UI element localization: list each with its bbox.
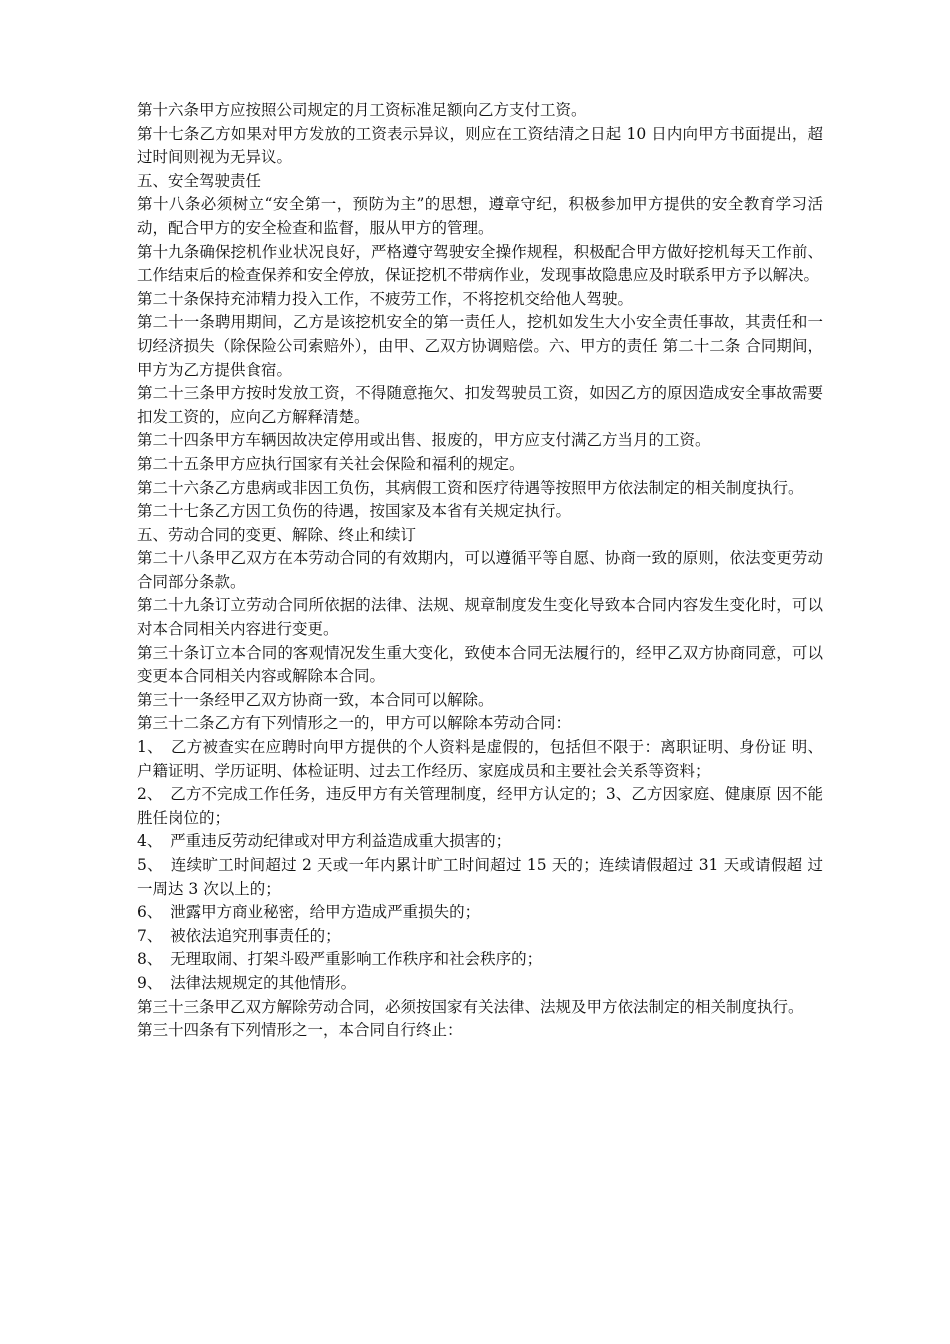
clause-27: 第二十七条乙方因工负伤的待遇，按国家及本省有关规定执行。: [137, 502, 572, 521]
clause-19: 第十九条确保挖机作业状况良好，严格遵守驾驶安全操作规程，积极配合甲方做好挖机每天工作前、工作结束后的检查保养和安全停放，保证挖机不带病作业，发现事故隐患应及时联系甲方予以解决。: [137, 242, 823, 285]
clause-30: 第三十条订立本合同的客观情况发生重大变化，致使本合同无法履行的，经甲乙双方协商同意，可以变更本合同相关内容或解除本合同。: [137, 643, 823, 686]
list-item-9: 9、 法律法规规定的其他情形。: [137, 973, 357, 992]
clause-29: 第二十九条订立劳动合同所依据的法律、法规、规章制度发生变化导致本合同内容发生变化时，可以对本合同相关内容进行变更。: [137, 596, 823, 639]
list-item-1: 1、 乙方被查实在应聘时向甲方提供的个人资料是虚假的，包括但不限于：离职证明、身份证 明、户籍证明、学历证明、体检证明、过去工作经历、家庭成员和主要社会关系等资料；: [137, 738, 823, 780]
clause-21-22: 第二十一条聘用期间，乙方是该挖机安全的第一责任人，挖机如发生大小安全责任事故，其责任和一切经济损失（除保险公司索赔外），由甲、乙双方协调赔偿。六、甲方的责任 第二十二条 合同期间，甲方为乙方提供食宿。: [137, 313, 823, 379]
section-heading-contract-changes: 五、劳动合同的变更、解除、终止和续订: [137, 525, 417, 544]
clause-25: 第二十五条甲方应执行国家有关社会保险和福利的规定。: [137, 454, 525, 473]
list-item-6: 6、 泄露甲方商业秘密，给甲方造成严重损失的；: [137, 903, 481, 922]
document-body: [137, 99, 823, 1043]
section-heading-safe-driving: 五、安全驾驶责任: [137, 171, 262, 190]
list-item-4: 4、 严重违反劳动纪律或对甲方利益造成重大损害的；: [137, 832, 512, 851]
clause-33: 第三十三条甲乙双方解除劳动合同，必须按国家有关法律、法规及甲方依法制定的相关制度执行。: [137, 997, 804, 1016]
clause-34: 第三十四条有下列情形之一，本合同自行终止：: [137, 1021, 463, 1040]
clause-26: 第二十六条乙方患病或非因工负伤，其病假工资和医疗待遇等按照甲方依法制定的相关制度执行。: [137, 478, 804, 497]
clause-31: 第三十一条经甲乙双方协商一致，本合同可以解除。: [137, 690, 494, 709]
clause-17: 第十七条乙方如果对甲方发放的工资表示异议，则应在工资结清之日起 10 日内向甲方书面提出，超过时间则视为无异议。: [137, 124, 823, 167]
clause-23: 第二十三条甲方按时发放工资，不得随意拖欠、扣发驾驶员工资，如因乙方的原因造成安全事故需要扣发工资的，应向乙方解释清楚。: [137, 384, 823, 426]
list-item-8: 8、 无理取闹、打架斗殴严重影响工作秩序和社会秩序的；: [137, 950, 543, 969]
list-item-2-3: 2、 乙方不完成工作任务，违反甲方有关管理制度，经甲方认定的；3、乙方因家庭、健康原 因不能胜任岗位的；: [137, 785, 823, 827]
clause-28: 第二十八条甲乙双方在本劳动合同的有效期内，可以遵循平等自愿、协商一致的原则，依法变更劳动合同部分条款。: [137, 549, 823, 591]
list-item-7: 7、 被依法追究刑事责任的；: [137, 926, 341, 945]
clause-18: 第十八条必须树立“安全第一，预防为主”的思想，遵章守纪，积极参加甲方提供的安全教育学习活动，配合甲方的安全检查和监督，服从甲方的管理。: [137, 195, 823, 237]
clause-20: 第二十条保持充沛精力投入工作，不疲劳工作，不将挖机交给他人驾驶。: [137, 289, 634, 308]
clause-16: 第十六条甲方应按照公司规定的月工资标准足额向乙方支付工资。: [137, 101, 587, 119]
clause-32: 第三十二条乙方有下列情形之一的，甲方可以解除本劳动合同：: [137, 714, 572, 733]
list-item-5: 5、 连续旷工时间超过 2 天或一年内累计旷工时间超过 15 天的；连续请假超过 31 天或请假超 过一周达 3 次以上的；: [137, 856, 823, 898]
clause-24: 第二十四条甲方车辆因故决定停用或出售、报废的，甲方应支付满乙方当月的工资。: [137, 431, 711, 450]
